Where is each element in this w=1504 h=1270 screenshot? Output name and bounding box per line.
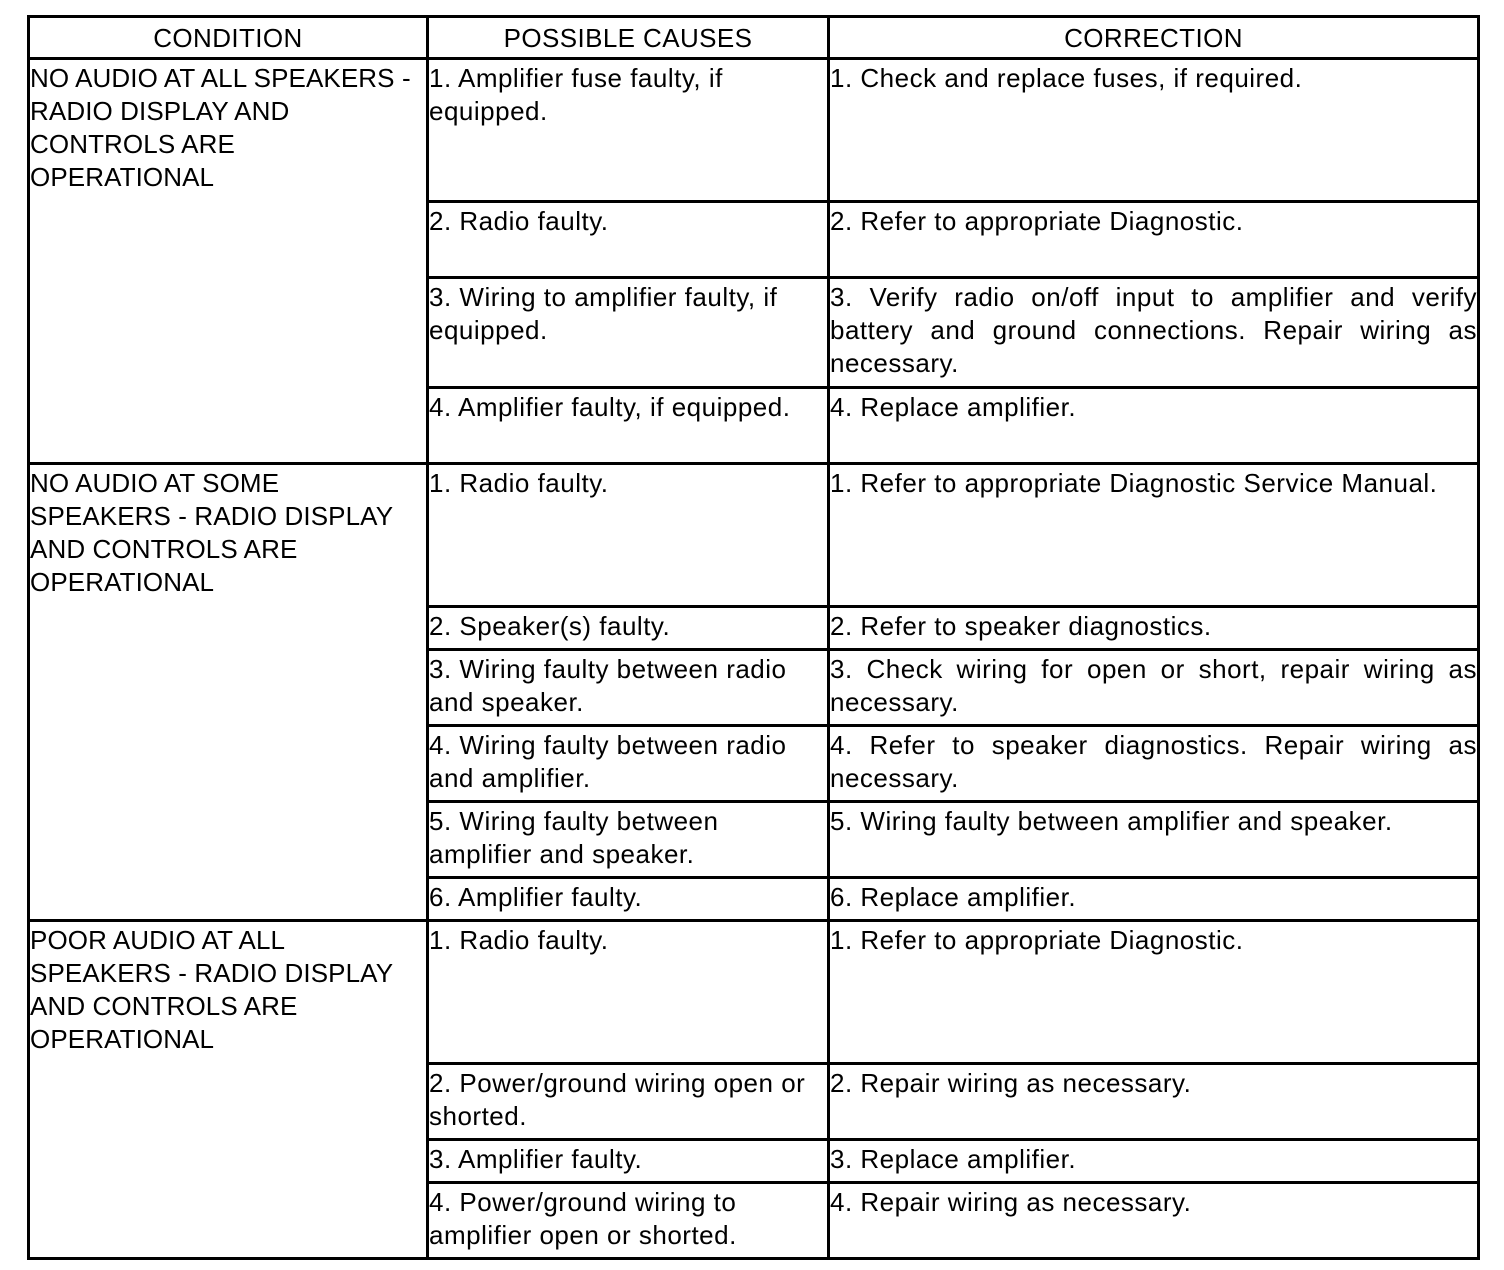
correction-text: 1. Refer to appropriate Diagnostic Service Manual. (830, 468, 1438, 498)
cause-cell (428, 1183, 829, 1259)
cause-text: 2. Speaker(s) faulty. (429, 611, 671, 641)
cause-cell (428, 607, 829, 650)
correction-cell (829, 388, 1479, 464)
correction-text: 1. Check and replace fuses, if required. (830, 63, 1303, 93)
cause-cell (428, 388, 829, 464)
cause-text: 4. Power/ground wiring to amplifier open or shorted. (429, 1187, 737, 1250)
diagnosis-table (27, 15, 1480, 1260)
condition-cell (29, 921, 428, 1259)
correction-text: 1. Refer to appropriate Diagnostic. (830, 925, 1244, 955)
condition-text: NO AUDIO AT ALL SPEAKERS - RADIO DISPLAY AND CONTROLS ARE OPERATIONAL (30, 63, 411, 192)
cause-cell (428, 802, 829, 878)
cause-text: 4. Amplifier faulty, if equipped. (429, 392, 791, 422)
cause-text: 2. Radio faulty. (429, 206, 609, 236)
correction-cell (829, 278, 1479, 388)
correction-cell (829, 464, 1479, 607)
correction-text: 3. Check wiring for open or short, repair wiring as necessary. (830, 654, 1477, 717)
cause-text: 1. Radio faulty. (429, 468, 609, 498)
cause-text: 4. Wiring faulty between radio and amplifier. (429, 730, 787, 793)
correction-text: 2. Refer to speaker diagnostics. (830, 611, 1212, 641)
cause-cell (428, 1064, 829, 1140)
cause-cell (428, 1140, 829, 1183)
correction-text: 2. Refer to appropriate Diagnostic. (830, 206, 1244, 236)
correction-cell (829, 59, 1479, 202)
correction-text: 4. Repair wiring as necessary. (830, 1187, 1192, 1217)
condition-cell (29, 464, 428, 921)
cause-text: 2. Power/ground wiring open or shorted. (429, 1068, 806, 1131)
cause-cell (428, 202, 829, 278)
correction-text: 4. Replace amplifier. (830, 392, 1077, 422)
cause-text: 3. Amplifier faulty. (429, 1144, 643, 1174)
cause-cell (428, 726, 829, 802)
header-condition: CONDITION (29, 17, 428, 59)
cause-text: 1. Radio faulty. (429, 925, 609, 955)
correction-text: 6. Replace amplifier. (830, 882, 1077, 912)
header-row (29, 17, 1479, 59)
cause-cell (428, 878, 829, 921)
correction-text: 5. Wiring faulty between amplifier and speaker. (830, 806, 1393, 836)
correction-cell (829, 878, 1479, 921)
correction-cell (829, 607, 1479, 650)
header-correction: CORRECTION (829, 17, 1479, 59)
correction-text: 3. Replace amplifier. (830, 1144, 1077, 1174)
correction-cell (829, 1140, 1479, 1183)
cause-text: 6. Amplifier faulty. (429, 882, 643, 912)
condition-text: NO AUDIO AT SOME SPEAKERS - RADIO DISPLAY AND CONTROLS ARE OPERATIONAL (30, 468, 393, 597)
table-row (29, 921, 1479, 1064)
correction-text: 2. Repair wiring as necessary. (830, 1068, 1192, 1098)
cause-cell (428, 464, 829, 607)
table-row (29, 59, 1479, 202)
correction-cell (829, 726, 1479, 802)
correction-text: 4. Refer to speaker diagnostics. Repair wiring as necessary. (830, 730, 1477, 793)
correction-cell (829, 1183, 1479, 1259)
cause-cell (428, 921, 829, 1064)
cause-cell (428, 650, 829, 726)
table-row (29, 464, 1479, 607)
cause-cell (428, 278, 829, 388)
cause-text: 3. Wiring to amplifier faulty, if equipped. (429, 282, 778, 345)
correction-cell (829, 650, 1479, 726)
correction-cell (829, 921, 1479, 1064)
cause-text: 5. Wiring faulty between amplifier and speaker. (429, 806, 719, 869)
header-possible-causes: POSSIBLE CAUSES (428, 17, 829, 59)
cause-text: 3. Wiring faulty between radio and speaker. (429, 654, 787, 717)
condition-text: POOR AUDIO AT ALL SPEAKERS - RADIO DISPLAY AND CONTROLS ARE OPERATIONAL (30, 925, 393, 1054)
correction-cell (829, 802, 1479, 878)
correction-cell (829, 1064, 1479, 1140)
correction-text: 3. Verify radio on/off input to amplifier and verify battery and ground connections. Repair wiring as necessary. (830, 282, 1477, 378)
condition-cell (29, 59, 428, 464)
cause-cell (428, 59, 829, 202)
correction-cell (829, 202, 1479, 278)
cause-text: 1. Amplifier fuse faulty, if equipped. (429, 63, 723, 126)
